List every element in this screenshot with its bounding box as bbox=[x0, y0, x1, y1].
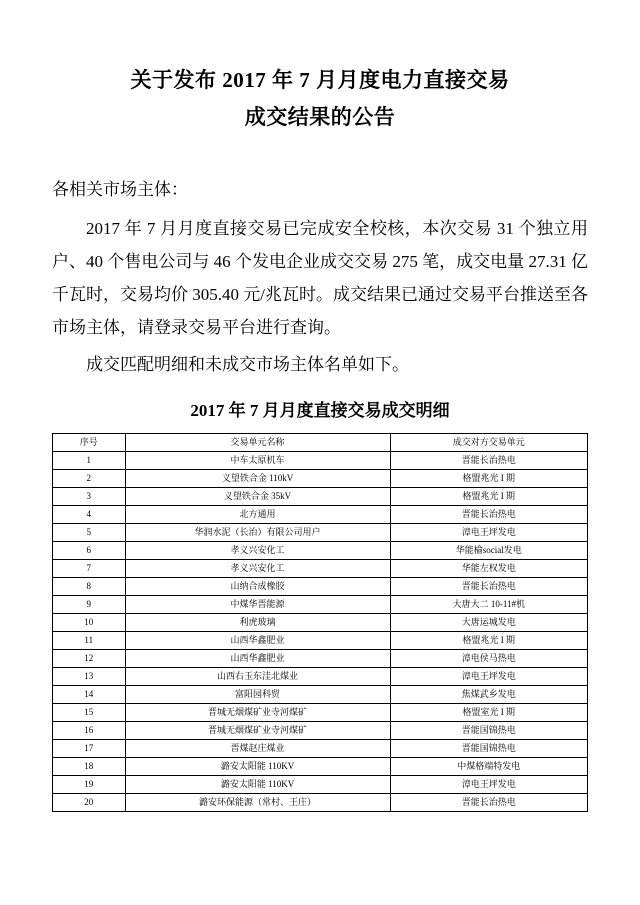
cell-unit: 利虎玻璃 bbox=[125, 613, 390, 631]
deal-detail-table bbox=[52, 433, 588, 812]
table-row bbox=[53, 595, 588, 613]
cell-counterparty: 晋能长治热电 bbox=[390, 577, 587, 595]
cell-seq: 5 bbox=[53, 523, 126, 541]
page-title bbox=[52, 62, 588, 136]
cell-unit: 山西华鑫肥业 bbox=[125, 631, 390, 649]
cell-seq: 3 bbox=[53, 487, 126, 505]
cell-counterparty: 大唐运城发电 bbox=[390, 613, 587, 631]
cell-seq: 10 bbox=[53, 613, 126, 631]
cell-unit: 义望铁合金 35kV bbox=[125, 487, 390, 505]
table-row bbox=[53, 523, 588, 541]
cell-seq: 17 bbox=[53, 739, 126, 757]
cell-seq: 4 bbox=[53, 505, 126, 523]
table-row bbox=[53, 487, 588, 505]
page-title-line-1: 关于发布 2017 年 7 月月度电力直接交易 bbox=[130, 68, 510, 92]
table-row bbox=[53, 577, 588, 595]
cell-seq: 11 bbox=[53, 631, 126, 649]
cell-seq: 18 bbox=[53, 757, 126, 775]
cell-seq: 16 bbox=[53, 721, 126, 739]
body-paragraph-1: 2017 年 7 月月度直接交易已完成安全校核，本次交易 31 个独立用户、40 个售电公司与 46 个发电企业成交交易 275 笔，成交电量 27.31 亿千瓦时，交易均价 305.40 元/兆瓦时。成交结果已通过交易平台推送至各市场主体，请登录交易平台进行查询。 bbox=[52, 218, 588, 338]
cell-seq: 7 bbox=[53, 559, 126, 577]
cell-seq: 1 bbox=[53, 451, 126, 469]
table-row bbox=[53, 559, 588, 577]
cell-counterparty: 格盟兆光 I 期 bbox=[390, 469, 587, 487]
cell-unit: 山西华鑫肥业 bbox=[125, 649, 390, 667]
table-header-seq: 序号 bbox=[53, 433, 126, 451]
cell-counterparty: 晋能长治热电 bbox=[390, 793, 587, 811]
table-body bbox=[53, 451, 588, 811]
salutation: 各相关市场主体： bbox=[52, 179, 188, 199]
table-header-unit: 交易单元名称 bbox=[125, 433, 390, 451]
cell-unit: 晋城无烟煤矿业寺河煤矿 bbox=[125, 721, 390, 739]
cell-counterparty: 格盟兆光 I 期 bbox=[390, 487, 587, 505]
cell-counterparty: 格盟室光 I 期 bbox=[390, 703, 587, 721]
cell-counterparty: 中煤格端特发电 bbox=[390, 757, 587, 775]
cell-unit: 义望铁合金 110kV bbox=[125, 469, 390, 487]
cell-unit: 晋城无烟煤矿业寺河煤矿 bbox=[125, 703, 390, 721]
table-row bbox=[53, 649, 588, 667]
cell-unit: 中车太原机车 bbox=[125, 451, 390, 469]
cell-seq: 2 bbox=[53, 469, 126, 487]
cell-unit: 山纳合成橡胶 bbox=[125, 577, 390, 595]
table-row bbox=[53, 613, 588, 631]
cell-unit: 潞安环保能源（常村、王庄） bbox=[125, 793, 390, 811]
table-row bbox=[53, 793, 588, 811]
table-row bbox=[53, 451, 588, 469]
table-row bbox=[53, 757, 588, 775]
table-header-row bbox=[53, 433, 588, 451]
table-row bbox=[53, 469, 588, 487]
cell-seq: 12 bbox=[53, 649, 126, 667]
cell-counterparty: 华能左权发电 bbox=[390, 559, 587, 577]
cell-counterparty: 焦煤武乡发电 bbox=[390, 685, 587, 703]
cell-unit: 潞安太阳能 110KV bbox=[125, 775, 390, 793]
cell-counterparty: 漳电王坪发电 bbox=[390, 775, 587, 793]
cell-unit: 富阳园科贸 bbox=[125, 685, 390, 703]
table-row bbox=[53, 721, 588, 739]
cell-seq: 15 bbox=[53, 703, 126, 721]
cell-counterparty: 漳电王坪发电 bbox=[390, 667, 587, 685]
cell-counterparty: 华能榆social发电 bbox=[390, 541, 587, 559]
cell-unit: 晋煤赵庄煤业 bbox=[125, 739, 390, 757]
cell-seq: 6 bbox=[53, 541, 126, 559]
cell-unit: 孝义兴安化工 bbox=[125, 559, 390, 577]
cell-seq: 19 bbox=[53, 775, 126, 793]
table-row bbox=[53, 775, 588, 793]
cell-counterparty: 晋能长治热电 bbox=[390, 451, 587, 469]
table-row bbox=[53, 703, 588, 721]
table-row bbox=[53, 739, 588, 757]
cell-counterparty: 漳电侯马热电 bbox=[390, 649, 587, 667]
cell-unit: 中煤华晋能源 bbox=[125, 595, 390, 613]
cell-seq: 9 bbox=[53, 595, 126, 613]
table-row bbox=[53, 541, 588, 559]
cell-seq: 20 bbox=[53, 793, 126, 811]
body-paragraph-2: 成交匹配明细和未成交市场主体名单如下。 bbox=[86, 355, 409, 375]
table-row bbox=[53, 631, 588, 649]
cell-seq: 8 bbox=[53, 577, 126, 595]
table-row bbox=[53, 667, 588, 685]
cell-counterparty: 格盟兆光 I 期 bbox=[390, 631, 587, 649]
table-row bbox=[53, 505, 588, 523]
cell-counterparty: 晋能国锦热电 bbox=[390, 721, 587, 739]
table-row bbox=[53, 685, 588, 703]
cell-counterparty: 大唐大二 10-11#机 bbox=[390, 595, 587, 613]
cell-unit: 山西右玉东洼北煤业 bbox=[125, 667, 390, 685]
cell-unit: 孝义兴安化工 bbox=[125, 541, 390, 559]
page-title-line-2: 成交结果的公告 bbox=[244, 104, 396, 129]
cell-counterparty: 晋能国锦热电 bbox=[390, 739, 587, 757]
cell-unit: 潞安太阳能 110KV bbox=[125, 757, 390, 775]
table-header-counterparty: 成交对方交易单元 bbox=[390, 433, 587, 451]
table-title: 2017 年 7 月月度直接交易成交明细 bbox=[190, 400, 450, 420]
cell-counterparty: 漳电王坪发电 bbox=[390, 523, 587, 541]
cell-counterparty: 晋能长治热电 bbox=[390, 505, 587, 523]
cell-unit: 北方通用 bbox=[125, 505, 390, 523]
cell-unit: 华润水泥（长治）有限公司用户 bbox=[125, 523, 390, 541]
cell-seq: 13 bbox=[53, 667, 126, 685]
cell-seq: 14 bbox=[53, 685, 126, 703]
